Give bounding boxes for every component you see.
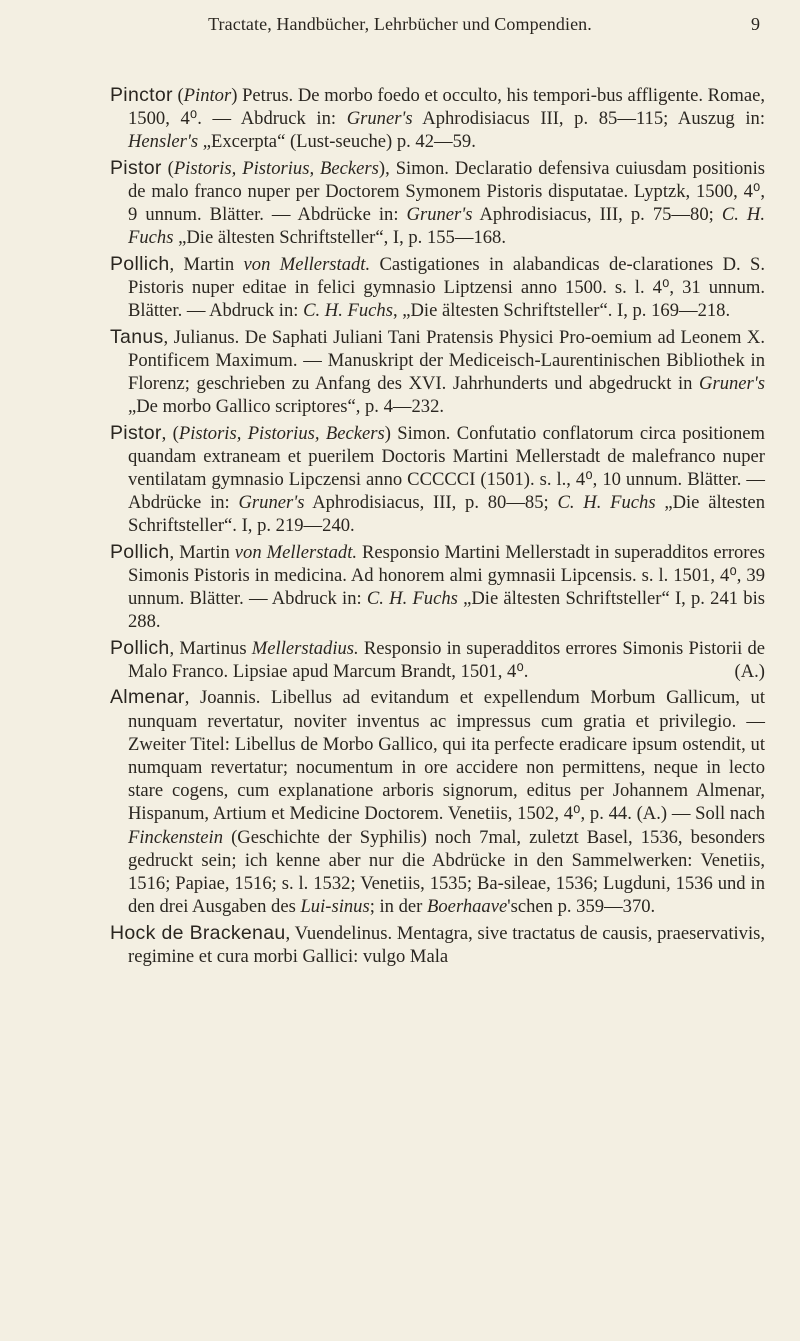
- entry-italic-text: Gruner's: [406, 204, 473, 226]
- entry-text: ) Simon. Confutatio conflatorum circa positionem quandam extraneam et puerilem Doctoris Martini Mellerstadt de malefranco nuper ventilatam gymnasio Lipczensi anno CCCCCI (1501). s. l., 4⁰, 10 unnum. Blätter. — Abdrücke in:: [128, 422, 765, 514]
- entry-italic-text: C. H. Fuchs: [128, 204, 765, 249]
- entry-author-name: Pistor: [110, 156, 162, 179]
- entry-text: , (: [161, 422, 179, 444]
- entry-text: ; in der: [369, 896, 428, 918]
- entry-text: 'schen p. 359—370.: [507, 896, 656, 918]
- entry-text: „Die ältesten Schriftsteller“. I, p. 219—240.: [128, 492, 765, 537]
- entry-text: „Excerpta“ (Lust-seuche) p. 42—59.: [198, 131, 476, 153]
- bibliography-list: [110, 84, 765, 971]
- bibliography-entry: [110, 541, 765, 634]
- entry-italic-text: Gruner's: [238, 492, 305, 514]
- entry-text: (Geschichte der Syphilis) noch 7mal, zuletzt Basel, 1536, besonders gedruckt sein; ich kenne aber nur die Abdrücke in den Sammelwerken: Venetiis, 1516; Papiae, 1516; s. l. 1532; Venetiis, 1535; Ba-sileae, 1536; Lugduni, 1536 und in den drei Ausgaben des: [128, 826, 765, 918]
- entry-italic-text: Pistoris, Pistorius, Beckers: [173, 157, 379, 179]
- entry-text: , Martin: [169, 541, 235, 563]
- entry-text: , Martin: [169, 253, 244, 275]
- entry-italic-text: von Mellerstadt.: [234, 541, 358, 563]
- page-number: 9: [751, 14, 760, 34]
- entry-text: Responsio Martini Mellerstadt in superadditos errores Simonis Pistoris in medicina. Ad honorem almi gymnasii Lipcensis. s. l. 1501, 4⁰, 39 unnum. Blätter. — Abdruck in:: [128, 541, 765, 610]
- entry-text: , Martinus: [169, 637, 252, 659]
- entry-author-name: Pinctor: [110, 84, 173, 106]
- bibliography-entry: [110, 686, 765, 918]
- entry-text: „De morbo Gallico scriptores“, p. 4—232.: [128, 396, 445, 418]
- bibliography-entry: [110, 253, 765, 323]
- entry-text: ), Simon. Declaratio defensiva cuiusdam positionis de malo franco nuper per Doctorem Symonem Pistoris disputatae. Lyptzk, 1500, 4⁰, 9 unnum. Blätter. — Abdrücke in:: [128, 157, 765, 226]
- entry-italic-text: C. H. Fuchs: [366, 588, 458, 610]
- bibliography-entry: [110, 84, 765, 154]
- entry-text: , Joannis. Libellus ad evitandum et expellendum Morbum Gallicum, ut nunquam revertatur, noviter inventus ac impressus cum gratia et privilegio. — Zweiter Titel: Libellus de Morbo Gallico, qui ita perfecte eradicare ipsum ostendit, ut numquam revertatur; nocumentum in ore accidere non permittens, neque in lecto stare cogens, cum explanatione arboris signorum, editus per Johannem Almenar, Hispanum, Artium et Medicine Doctorem. Venetiis, 1502, 4⁰, p. 44. (A.) — Soll nach: [128, 687, 765, 825]
- entry-italic-text: Gruner's: [699, 373, 765, 394]
- entry-text: Aphrodisiacus, III, p. 80—85;: [304, 492, 558, 514]
- bibliography-entry: [110, 157, 765, 250]
- bibliography-entry: [110, 637, 765, 683]
- entry-author-name: Almenar: [110, 686, 185, 709]
- entry-text: Castigationes in alabandicas de-clarationes D. S. Pistoris nuper editae in felici gymnasio Liptzensi anno 1500. s. l. 4⁰, 31 unnum. Blätter. — Abdruck in:: [128, 253, 765, 322]
- entry-italic-text: C. H. Fuchs: [303, 300, 393, 322]
- entry-author-name: Pistor: [110, 421, 162, 444]
- entry-source-mark: (A.): [734, 661, 765, 682]
- entry-author-name: Pollich: [110, 636, 170, 659]
- entry-italic-text: von Mellerstadt.: [243, 253, 371, 275]
- entry-author-name: Hock de Brackenau: [110, 921, 286, 944]
- running-head: Tractate, Handbücher, Lehrbücher und Compendien.: [208, 14, 592, 34]
- entry-italic-text: Pistoris, Pistorius, Beckers: [178, 422, 385, 444]
- bibliography-entry: [110, 422, 765, 538]
- entry-text: , Vuendelinus. Mentagra, sive tractatus de causis, praeservativis, regimine et cura morbi Gallici: vulgo Mala: [128, 922, 765, 967]
- entry-text: ) Petrus. De morbo foedo et occulto, his tempori-bus affligente. Romae, 1500, 4⁰. — Abdruck in:: [128, 85, 765, 130]
- entry-text: (: [172, 85, 184, 106]
- entry-italic-text: C. H. Fuchs: [557, 492, 656, 514]
- entry-text: Aphrodisiacus, III, p. 75—80;: [472, 204, 722, 226]
- bibliography-entry: [110, 922, 765, 968]
- entry-italic-text: Boerhaave: [427, 896, 508, 918]
- entry-italic-text: Lui-sinus: [300, 896, 370, 918]
- entry-text: , Julianus. De Saphati Juliani Tani Pratensis Physici Pro-oemium ad Leonem X. Pontificem Maximum. — Manuskript der Mediceisch-Laurentinischen Bibliothek in Florenz; geschrieben zu Anfang des XVI. Jahrhunderts und abgedruckt in: [128, 326, 765, 394]
- entry-author-name: Pollich: [110, 252, 170, 275]
- entry-italic-text: Hensler's: [128, 131, 199, 153]
- bibliography-entry: [110, 326, 765, 419]
- entry-author-name: Pollich: [110, 540, 170, 563]
- entry-text: , „Die ältesten Schriftsteller“. I, p. 169—218.: [392, 300, 731, 322]
- entry-text: „Die ältesten Schriftsteller“, I, p. 155—168.: [173, 227, 506, 249]
- entry-text: Responsio in superadditos errores Simonis Pistorii de Malo Franco. Lipsiae apud Marcum Brandt, 1501, 4⁰.: [128, 637, 765, 682]
- page-header: [0, 14, 800, 40]
- entry-text: (: [161, 157, 174, 179]
- entry-author-name: Tanus: [110, 325, 164, 348]
- entry-italic-text: Mellerstadius.: [251, 637, 359, 659]
- entry-italic-text: Pintor: [183, 85, 232, 106]
- entry-italic-text: Finckenstein: [128, 826, 223, 848]
- entry-text: „Die ältesten Schriftsteller“ I, p. 241 bis 288.: [128, 588, 765, 633]
- entry-text: Aphrodisiacus III, p. 85—115; Auszug in:: [412, 108, 765, 130]
- entry-italic-text: Gruner's: [346, 108, 413, 130]
